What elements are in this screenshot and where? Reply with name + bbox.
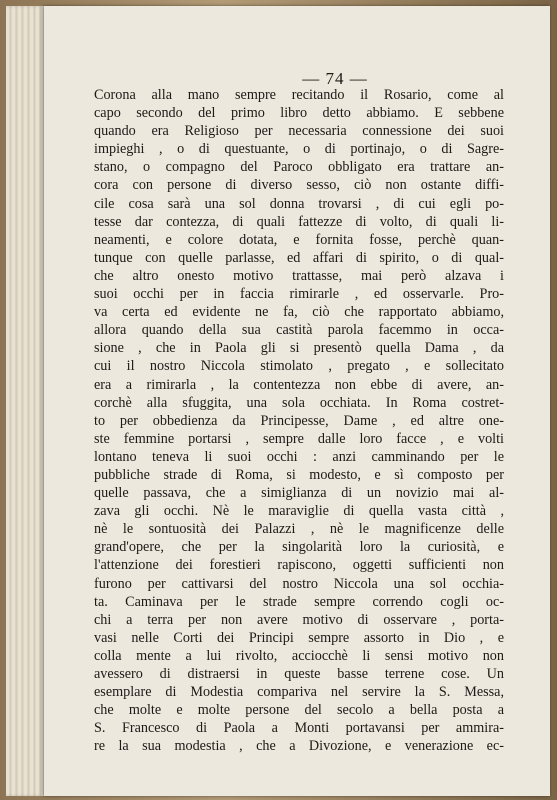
text-line: pubbliche strade di Roma, si modesto, e sì composto per xyxy=(94,466,504,483)
text-line: era a rimirarla , la contentezza non ebbe di avere, an- xyxy=(94,376,504,393)
text-line: lontano teneva li suoi occhi : anzi camminando per le xyxy=(94,448,504,465)
text-line: cora con persone di diverso sesso, ciò non ostante diffi- xyxy=(94,177,504,194)
text-line: tesse dar contezza, di quali fattezze di volto, di quali li- xyxy=(94,213,504,230)
text-line: suoi occhi per in faccia rimirarle , ed osservarle. Pro- xyxy=(94,286,504,303)
text-line: to per obbedienza da Principesse, Dame , ed altre one- xyxy=(94,412,504,429)
text-line: avessero di distraersi in queste basse terrene cose. Un xyxy=(94,666,504,682)
text-line: cile cosa sarà una sol donna trovarsi , di cui egli po- xyxy=(94,195,504,212)
text-line: Corona alla mano sempre recitando il Rosario, come al xyxy=(94,87,504,103)
text-line: corchè alla sfuggita, una sola occhiata. In Roma costret- xyxy=(94,394,504,411)
text-line: vasi nelle Corti dei Principi sempre assorto in Dio , e xyxy=(94,629,504,646)
text-line: impieghi , o di questuante, o di portinajo, o di Sagre- xyxy=(94,141,504,158)
text-line: che altro onesto motivo trattasse, mai però alzava i xyxy=(94,267,504,284)
body-text xyxy=(94,86,504,755)
text-line: grand'opere, che per la singolarità loro la curiosità, e xyxy=(94,539,504,556)
text-line: sione , che in Paola gli si presentò quella Dama , da xyxy=(94,340,504,357)
text-line: chi a terra per non avere motivo di osservare , porta- xyxy=(94,611,504,628)
text-line: stano, o compagno del Paroco obbligato era trattare an- xyxy=(94,159,504,176)
text-line: neamenti, e colore dotata, e fornita fosse, perchè quan- xyxy=(94,231,504,248)
text-line: l'attenzione dei forestieri rapiscono, oggetti sufficienti non xyxy=(94,557,504,574)
text-line: quando era Religioso per necessaria connessione dei suoi xyxy=(94,123,504,140)
page-edges xyxy=(6,6,46,796)
text-line: re la sua modestia , che a Divozione, e venerazione ec- xyxy=(94,738,504,755)
page-number: — 74 — xyxy=(302,69,368,88)
text-line: tunque con quelle parlasse, ed affari di spirito, o di qual- xyxy=(94,249,504,266)
text-line: colla mente a lui rivolto, acciocchè li sensi motivo non xyxy=(94,647,504,664)
text-line: cui il nostro Niccola stimolato , pregato , e sollecitato xyxy=(94,358,504,375)
text-line: quelle passava, che a simiglianza di un novizio mai al- xyxy=(94,485,504,502)
text-line: zava gli occhi. Nè le maraviglie di quella vasta città , xyxy=(94,503,504,520)
text-line: ste femmine portarsi , sempre dalle loro facce , e volti xyxy=(94,430,504,447)
text-line: va certa ed evidente ne fa, ciò che rapportato abbiamo, xyxy=(94,304,504,321)
text-line: ta. Caminava per le strade sempre correndo cogli oc- xyxy=(94,593,504,610)
text-line: esemplare di Modestia compariva nel servire la S. Messa, xyxy=(94,684,504,701)
text-line: che molte e molte persone del secolo a bella posta a xyxy=(94,702,504,719)
text-line: S. Francesco di Paola a Monti portavansi per ammira- xyxy=(94,720,504,737)
text-line: allora quando della sua castità parola facemmo in occa- xyxy=(94,322,504,339)
text-line: furono per cattivarsi del nostro Niccola una sol occhia- xyxy=(94,575,504,592)
text-line: nè le sontuosità dei Palazzi , nè le magnificenze delle xyxy=(94,521,504,538)
text-line: capo secondo del primo libro detto abbiamo. E sebbene xyxy=(94,105,504,122)
